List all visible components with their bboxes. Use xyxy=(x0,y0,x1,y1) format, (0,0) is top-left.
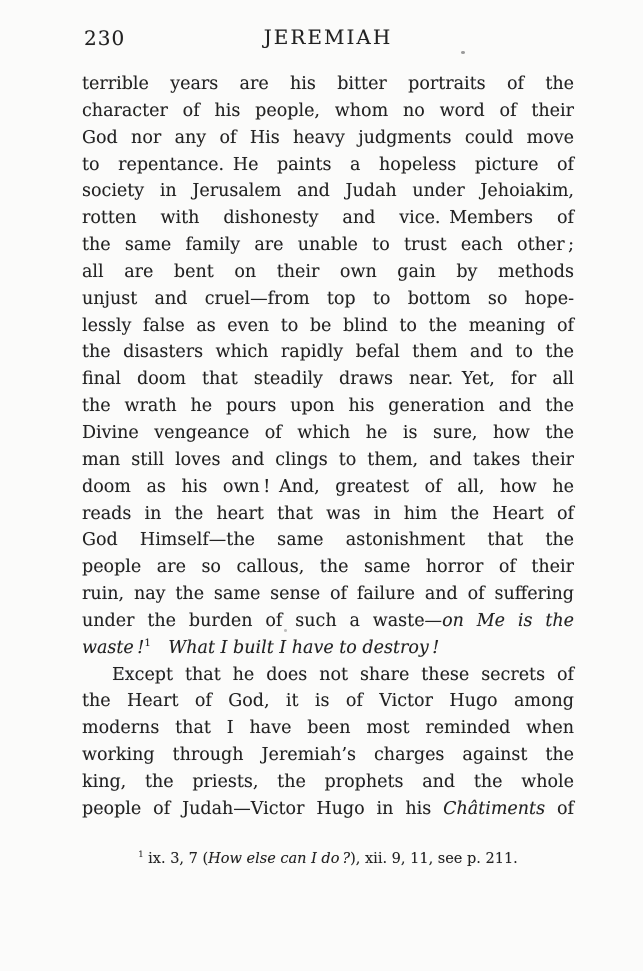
text-segment: final doom that steadily draws near. Yet, for all xyxy=(82,369,574,390)
text-segment: people of Judah—Victor Hugo in his xyxy=(82,798,444,819)
text-segment: the same family are unable to trust each other ; xyxy=(82,235,574,256)
text-line xyxy=(82,313,574,340)
text-segment: doom as his own ! And, greatest of all, how he xyxy=(82,476,574,497)
text-segment: Châtiments xyxy=(443,798,546,819)
text-segment: lessly false as even to be blind to the meaning of xyxy=(82,315,574,336)
text-segment: rotten with dishonesty and vice. Members of xyxy=(82,208,574,229)
text-line xyxy=(82,688,574,715)
text-segment: the wrath he pours upon his generation and the xyxy=(82,396,574,417)
running-header: JEREMIAH xyxy=(263,25,393,49)
text-line xyxy=(82,554,574,581)
text-line xyxy=(82,501,574,528)
text-segment: ruin, nay the same sense of failure and of suffering xyxy=(82,584,574,605)
text-segment: to repentance. He paints a hopeless picture of xyxy=(82,154,574,175)
text-line xyxy=(82,581,574,608)
text-line xyxy=(82,125,574,152)
text-line xyxy=(82,527,574,554)
text-line xyxy=(82,259,574,286)
text-segment: What I built I have to destroy ! xyxy=(168,637,440,658)
text-segment: waste ! xyxy=(82,637,145,658)
text-segment: the disasters which rapidly befal them and to the xyxy=(82,342,574,363)
footnote xyxy=(82,851,574,867)
text-line xyxy=(82,71,574,98)
text-segment: God nor any of His heavy judgments could move xyxy=(82,127,574,148)
text-segment: king, the priests, the prophets and the whole xyxy=(82,771,574,792)
text-line xyxy=(82,635,574,662)
text-segment: Divine vengeance of which he is sure, how the xyxy=(82,422,574,443)
text-segment: the Heart of God, it is of Victor Hugo among xyxy=(82,691,574,712)
text-segment: working through Jeremiah’s charges against the xyxy=(82,745,574,766)
text-line xyxy=(82,796,574,823)
text-segment: people are so callous, the same horror of their xyxy=(82,557,574,578)
text-line xyxy=(82,178,574,205)
text-segment: society in Jerusalem and Judah under Jehoiakim, xyxy=(82,181,574,202)
text-segment: terrible years are his bitter portraits of the xyxy=(82,74,574,94)
text-line xyxy=(82,286,574,313)
text-line xyxy=(82,339,574,366)
page-body xyxy=(82,71,574,823)
text-line xyxy=(82,98,574,125)
page-number: 230 xyxy=(84,26,126,50)
text-segment: How else can I do ? xyxy=(208,851,351,867)
text-line xyxy=(82,769,574,796)
text-line xyxy=(82,366,574,393)
text-line xyxy=(82,715,574,742)
text-line xyxy=(82,608,574,635)
text-segment: of xyxy=(545,798,575,819)
text-segment: reads in the heart that was in him the Heart of xyxy=(82,503,574,524)
text-line xyxy=(82,420,574,447)
text-segment xyxy=(151,638,169,658)
text-segment: all are bent on their own gain by methods xyxy=(82,261,574,282)
scan-speck xyxy=(461,51,465,54)
text-segment: ), xii. 9, 11, see p. 211. xyxy=(350,851,518,867)
text-segment: Except that he does not share these secrets of xyxy=(112,664,574,685)
text-line xyxy=(82,232,574,259)
text-segment: ix. 3, 7 ( xyxy=(143,851,209,867)
text-line xyxy=(82,393,574,420)
text-line xyxy=(82,205,574,232)
footnote-marker: 1 xyxy=(144,637,151,649)
text-segment: character of his people, whom no word of their xyxy=(82,100,574,121)
text-line xyxy=(82,447,574,474)
text-segment: under the burden of such a waste— xyxy=(82,610,443,631)
text-segment: unjust and cruel—from top to bottom so hope- xyxy=(82,288,574,309)
text-segment: on Me is the xyxy=(442,610,574,631)
footnote-marker: 1 xyxy=(138,849,144,860)
text-line xyxy=(82,474,574,501)
paragraph-2 xyxy=(82,662,574,823)
text-line xyxy=(82,742,574,769)
text-line xyxy=(82,152,574,179)
text-segment: man still loves and clings to them, and takes their xyxy=(82,449,574,470)
paragraph-1 xyxy=(82,71,574,662)
text-segment: moderns that I have been most reminded when xyxy=(82,718,574,739)
text-segment: God Himself—the same astonishment that the xyxy=(82,530,574,551)
text-line xyxy=(82,662,574,689)
